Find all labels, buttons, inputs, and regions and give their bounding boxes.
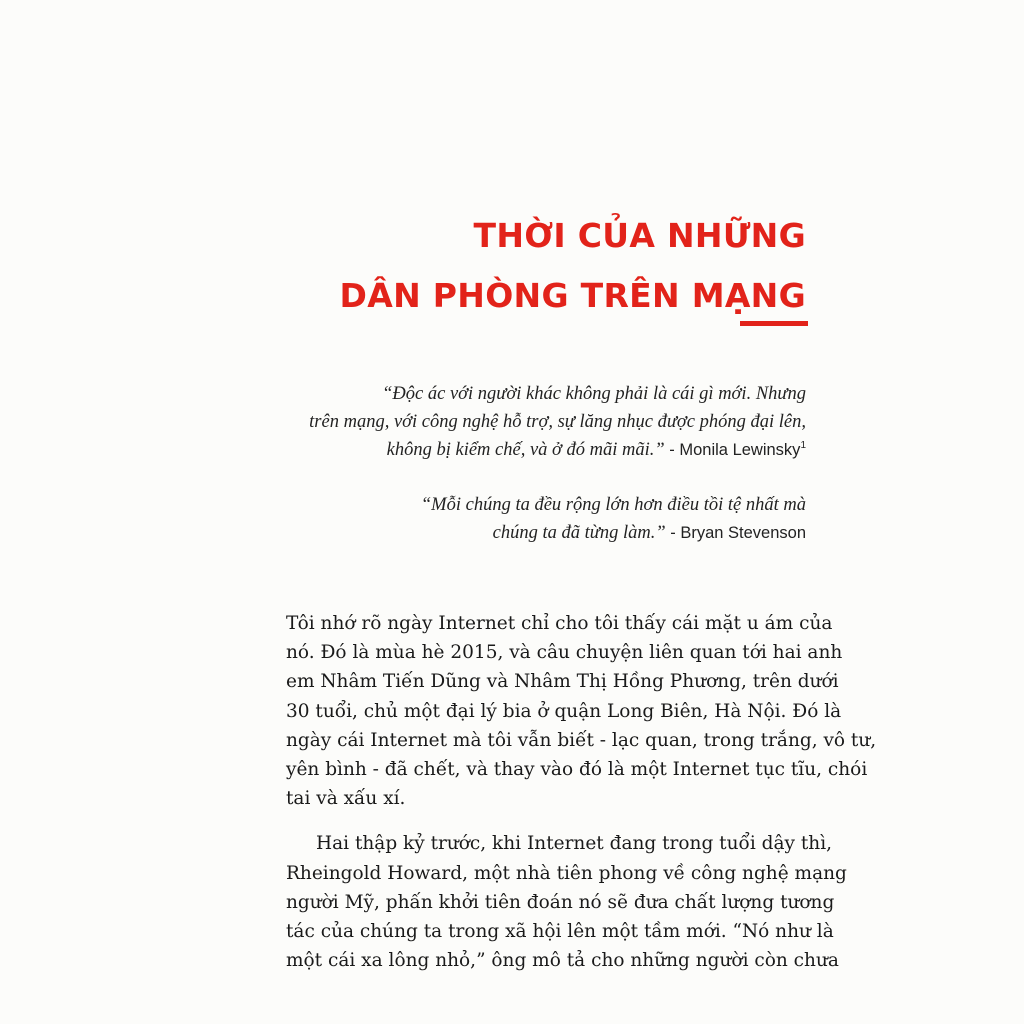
paragraph-1-line: em Nhâm Tiến Dũng và Nhâm Thị Hồng Phương, trên dưới xyxy=(286,671,839,693)
quote-1-line-3: không bị kiểm chế, và ở đó mãi mãi.” xyxy=(386,440,665,460)
paragraph-1-line: ngày cái Internet mà tôi vẫn biết - lạc quan, trong trắng, vô tư, xyxy=(286,729,877,751)
paragraph-1-line: 30 tuổi, chủ một đại lý bia ở quận Long Biên, Hà Nội. Đó là xyxy=(286,700,842,722)
paragraph-2-line: Rheingold Howard, một nhà tiên phong về công nghệ mạng xyxy=(286,862,847,884)
paragraph-2-line: người Mỹ, phấn khởi tiên đoán nó sẽ đưa chất lượng tương xyxy=(286,891,835,913)
quote-1-line-1: “Độc ác với người khác không phải là cái gì mới. Nhưng xyxy=(382,384,806,404)
footnote-marker: 1 xyxy=(800,439,806,451)
quote-2-author: - Bryan Stevenson xyxy=(665,524,806,542)
epigraph-quote-2 xyxy=(421,491,806,547)
chapter-body xyxy=(286,609,877,975)
quote-2-line-1: “Mỗi chúng ta đều rộng lớn hơn điều tồi tệ nhất mà xyxy=(420,495,806,515)
quote-1-line-2: trên mạng, với công nghệ hỗ trợ, sự lăng nhục được phóng đại lên, xyxy=(309,412,806,432)
paragraph-2-line: Hai thập kỷ trước, khi Internet đang trong tuổi dậy thì, xyxy=(316,833,832,855)
body-paragraph-1 xyxy=(286,609,877,813)
paragraph-1-line: nó. Đó là mùa hè 2015, và câu chuyện liên quan tới hai anh xyxy=(286,642,843,664)
quote-1-author: - Monila Lewinsky xyxy=(664,441,801,459)
paragraph-2-line: tác của chúng ta trong xã hội lên một tầm mới. “Nó như là xyxy=(286,921,834,943)
title-underline-rule xyxy=(740,321,808,326)
quote-2-line-2: chúng ta đã từng làm.” xyxy=(492,523,666,543)
chapter-title-line-2: DÂN PHÒNG TRÊN MẠNG xyxy=(339,276,806,315)
chapter-title-line-1: THỜI CỦA NHỮNG xyxy=(473,216,806,255)
paragraph-2-line: một cái xa lông nhỏ,” ông mô tả cho những người còn chưa xyxy=(286,950,839,972)
body-paragraph-2 xyxy=(286,829,847,975)
chapter-title xyxy=(340,206,806,326)
paragraph-1-line: Tôi nhớ rõ ngày Internet chỉ cho tôi thấy cái mặt u ám của xyxy=(286,613,833,634)
epigraph-quote-1 xyxy=(309,380,806,464)
paragraph-1-line: yên bình - đã chết, và thay vào đó là một Internet tục tĩu, chói xyxy=(286,759,868,781)
paragraph-1-line: tai và xấu xí. xyxy=(286,788,406,810)
